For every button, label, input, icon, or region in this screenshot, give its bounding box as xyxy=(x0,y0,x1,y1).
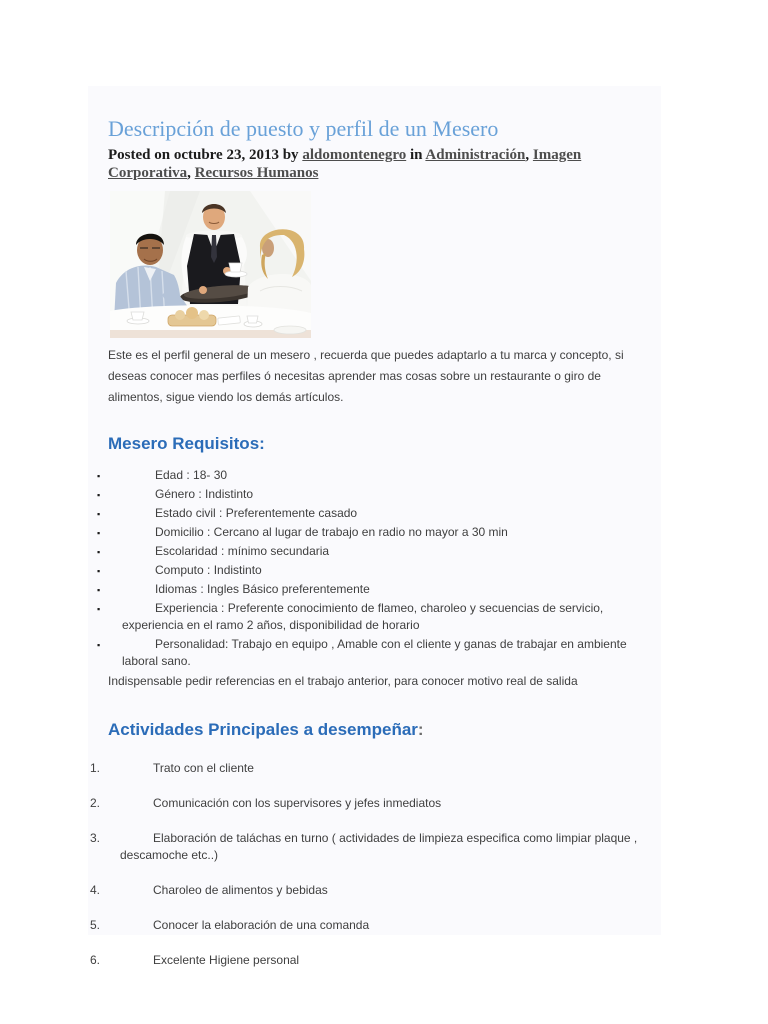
list-item xyxy=(97,543,645,560)
list-item xyxy=(90,830,648,864)
list-item-text: Experiencia : Preferente conocimiento de flameo, charoleo y secuencias de servicio, experiencia en el ramo 2 años, disponibilidad de horario xyxy=(122,601,604,632)
category-link-administracion[interactable]: Administración xyxy=(425,147,526,163)
list-item-text: Elaboración de taláchas en turno ( actividades de limpieza especifica como limpiar plaque , descamoche etc..) xyxy=(120,831,638,862)
byline-comma: , xyxy=(187,165,195,181)
bullet-square-icon: ▪ xyxy=(97,604,101,614)
list-item-text: Estado civil : Preferentemente casado xyxy=(155,506,358,520)
list-item xyxy=(97,467,645,484)
list-item xyxy=(97,505,645,522)
actividades-heading-colon: : xyxy=(417,720,424,739)
list-item xyxy=(90,760,648,777)
list-item xyxy=(90,795,648,812)
list-item xyxy=(97,524,645,541)
list-item-text: Idiomas : Ingles Básico preferentemente xyxy=(155,582,370,596)
list-item xyxy=(97,581,645,598)
byline-comma: , xyxy=(525,147,533,163)
category-link-imagen-corporativa[interactable]: Imagen Corporativa xyxy=(108,147,582,181)
actividades-list xyxy=(90,760,648,969)
bullet-square-icon: ▪ xyxy=(97,509,101,519)
list-item xyxy=(90,917,648,934)
list-item xyxy=(97,486,645,503)
list-item-text: Excelente Higiene personal xyxy=(153,953,300,967)
requisitos-note: Indispensable pedir referencias en el trabajo anterior, para conocer motivo real de salida xyxy=(108,674,578,688)
list-item-text: Escolaridad : mínimo secundaria xyxy=(155,544,330,558)
list-item xyxy=(97,636,645,670)
list-item-text: Género : Indistinto xyxy=(155,487,254,501)
bullet-square-icon: ▪ xyxy=(97,528,101,538)
bullet-square-icon: ▪ xyxy=(97,490,101,500)
list-item-number: 6. xyxy=(90,953,101,967)
actividades-heading-text: Actividades Principales a desempeñar xyxy=(108,720,418,739)
list-item-text: Trato con el cliente xyxy=(153,761,254,775)
bullet-square-icon: ▪ xyxy=(97,547,101,557)
byline-in-connector: in xyxy=(406,147,426,163)
list-item-text: Edad : 18- 30 xyxy=(155,468,228,482)
list-item-number: 4. xyxy=(90,883,101,897)
list-item-text: Personalidad: Trabajo en equipo , Amable con el cliente y ganas de trabajar en ambiente laboral sano. xyxy=(122,637,627,668)
list-item-number: 1. xyxy=(90,761,101,775)
bullet-square-icon: ▪ xyxy=(97,471,101,481)
actividades-heading xyxy=(108,720,641,739)
byline-posted-prefix: Posted on octubre 23, 2013 by xyxy=(108,147,303,163)
requisitos-list xyxy=(97,467,645,670)
page-title: Descripción de puesto y perfil de un Mesero xyxy=(108,116,499,141)
article-column xyxy=(88,86,661,967)
list-item xyxy=(90,952,648,969)
waiter-serving-couple-photo xyxy=(110,191,311,338)
list-item xyxy=(90,882,648,899)
byline xyxy=(108,146,643,182)
bullet-square-icon: ▪ xyxy=(97,566,101,576)
category-link-recursos-humanos[interactable]: Recursos Humanos xyxy=(194,165,319,181)
requisitos-heading: Mesero Requisitos: xyxy=(108,434,265,453)
author-link[interactable]: aldomontenegro xyxy=(302,147,407,163)
bullet-square-icon: ▪ xyxy=(97,640,101,650)
list-item-number: 5. xyxy=(90,918,101,932)
list-item xyxy=(97,600,645,634)
intro-paragraph: Este es el perfil general de un mesero , recuerda que puedes adaptarlo a tu marca y concepto, si deseas conocer mas perfiles ó necesitas aprender mas cosas sobre un restaurante o giro de alimentos, sigue viendo los demás artículos. xyxy=(108,348,624,404)
list-item-number: 3. xyxy=(90,831,101,845)
list-item-text: Computo : Indistinto xyxy=(155,563,262,577)
list-item-text: Charoleo de alimentos y bebidas xyxy=(153,883,328,897)
list-item-number: 2. xyxy=(90,796,101,810)
bullet-square-icon: ▪ xyxy=(97,585,101,595)
list-item xyxy=(97,562,645,579)
list-item-text: Comunicación con los supervisores y jefes inmediatos xyxy=(153,796,442,810)
list-item-text: Domicilio : Cercano al lugar de trabajo en radio no mayor a 30 min xyxy=(155,525,508,539)
list-item-text: Conocer la elaboración de una comanda xyxy=(153,918,370,932)
